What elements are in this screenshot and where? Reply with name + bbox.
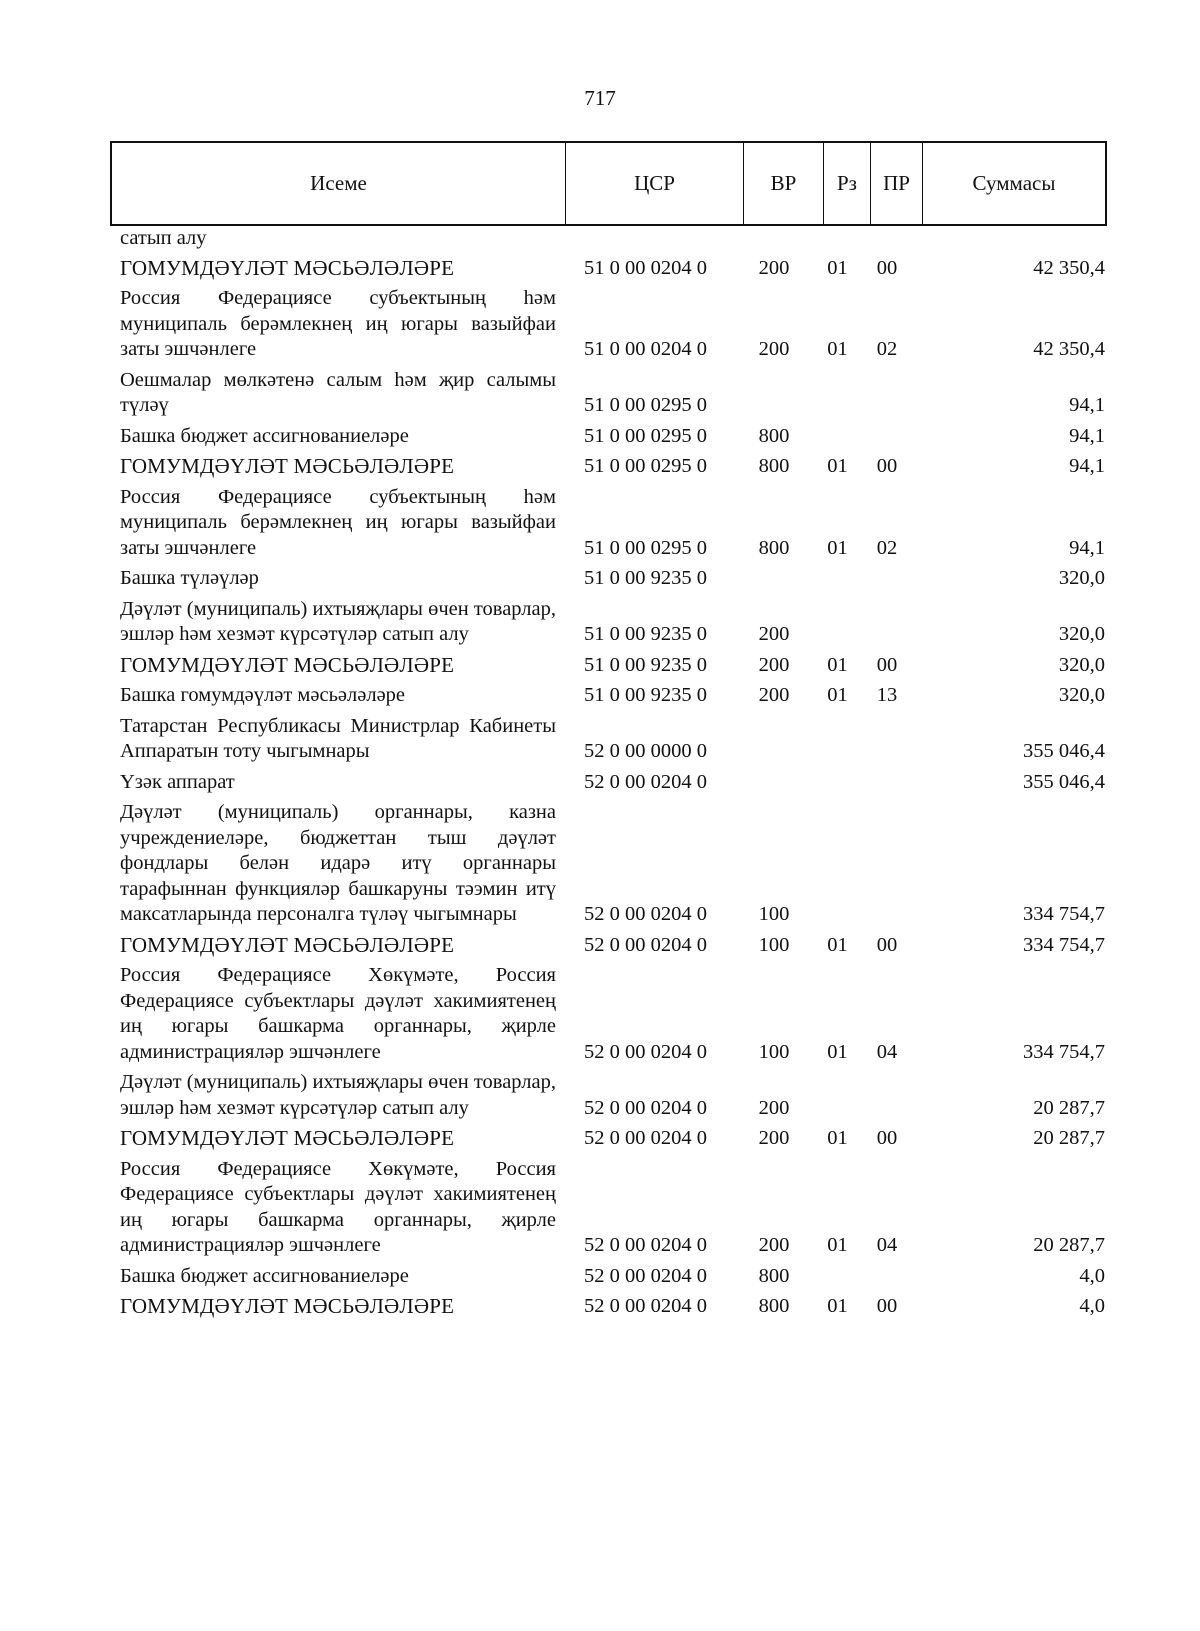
row-pr: 02 xyxy=(876,536,898,559)
row-csr: 52 0 00 0204 0 xyxy=(584,933,707,956)
row-sum: 4,0 xyxy=(1079,1295,1105,1317)
row-csr: 52 0 00 0204 0 xyxy=(584,1040,707,1063)
row-name: Үзәк аппарат xyxy=(120,770,235,793)
row-sum: 20 287,7 xyxy=(1033,1234,1105,1256)
row-pr: 00 xyxy=(876,256,898,279)
row-name: Башка гомумдәүләт мәсьәләләре xyxy=(120,684,406,706)
row-name: Россия Федерациясе субъектының һәм муниципаль берәмлекнең иң югары вазыйфаи заты эшчәнлеге xyxy=(120,485,556,559)
row-name: ГОМУМДӘҮЛӘТ МӘСЬӘЛӘЛӘРЕ xyxy=(120,652,455,677)
row-sum: 4,0 xyxy=(1079,1264,1105,1287)
row-csr: 52 0 00 0204 0 xyxy=(584,1264,707,1287)
row-name: Россия Федерациясе Хөкүмәте, Россия Федерациясе субъектлары дәүләт хакимиятенең иң югары башкарма органнары, җирле администрацияләр эшчәнлеге xyxy=(120,1157,556,1256)
row-vr: 200 xyxy=(758,1096,790,1119)
row-sum: 94,1 xyxy=(1069,536,1105,559)
table-row xyxy=(120,226,1105,252)
row-vr: 200 xyxy=(758,256,790,279)
table-row xyxy=(120,770,1105,796)
row-rz: 01 xyxy=(827,455,848,477)
table-row xyxy=(120,286,1105,363)
table-row xyxy=(120,1070,1105,1121)
row-sum: 334 754,7 xyxy=(1023,903,1105,925)
row-sum: 20 287,7 xyxy=(1033,1096,1105,1119)
row-pr: 00 xyxy=(876,653,898,676)
row-csr: 51 0 00 9235 0 xyxy=(584,653,707,676)
row-pr: 00 xyxy=(876,933,898,956)
row-vr: 200 xyxy=(758,684,790,706)
header-rz: Рз xyxy=(824,143,871,224)
row-csr: 52 0 00 0204 0 xyxy=(584,1096,707,1119)
row-name: Дәүләт (муниципаль) органнары, казна учреждениеләре, бюджеттан тыш дәүләт фондлары белән идарә итү органнары тарафыннан функцияләр башкаруны тәэмин итү максатларында персоналга түләү чыгымнары xyxy=(120,801,556,925)
row-pr: 13 xyxy=(876,684,898,706)
row-csr: 52 0 00 0204 0 xyxy=(584,1127,707,1149)
row-rz: 01 xyxy=(827,536,848,559)
table-row xyxy=(120,256,1105,282)
row-rz: 01 xyxy=(827,933,848,956)
row-csr: 51 0 00 0295 0 xyxy=(584,424,707,447)
row-sum: 320,0 xyxy=(1058,684,1105,706)
row-sum: 320,0 xyxy=(1058,653,1105,676)
header-name: Исеме xyxy=(112,143,566,224)
row-name: сатып алу xyxy=(120,227,207,249)
row-sum: 94,1 xyxy=(1069,394,1105,416)
header-pr: ПР xyxy=(871,143,923,224)
row-name: Башка бюджет ассигнованиеләре xyxy=(120,1264,409,1287)
table-row xyxy=(120,1294,1105,1320)
row-sum: 355 046,4 xyxy=(1023,740,1105,762)
row-sum: 42 350,4 xyxy=(1033,338,1105,360)
row-vr: 100 xyxy=(758,903,790,925)
table-row xyxy=(120,566,1105,592)
row-name: Башка түләүләр xyxy=(120,567,259,589)
row-vr: 200 xyxy=(758,623,790,645)
row-sum: 94,1 xyxy=(1069,455,1105,477)
table-row xyxy=(120,683,1105,709)
table-row xyxy=(120,424,1105,450)
row-sum: 355 046,4 xyxy=(1023,770,1105,793)
row-csr: 51 0 00 9235 0 xyxy=(584,684,707,706)
row-rz: 01 xyxy=(827,1234,848,1256)
row-name: Татарстан Республикасы Министрлар Кабинеты Аппаратын тоту чыгымнары xyxy=(120,714,556,762)
row-csr: 52 0 00 0000 0 xyxy=(584,740,707,762)
table-row xyxy=(120,368,1105,419)
row-name: Дәүләт (муниципаль) ихтыяҗлары өчен товарлар, эшләр һәм хезмәт күрсәтүләр сатып алу xyxy=(120,597,556,645)
table-body xyxy=(120,226,1105,1325)
row-rz: 01 xyxy=(827,1295,848,1317)
row-pr: 04 xyxy=(876,1234,898,1256)
row-rz: 01 xyxy=(827,1127,848,1149)
row-vr: 100 xyxy=(758,1040,790,1063)
table-row xyxy=(120,714,1105,765)
row-csr: 51 0 00 0204 0 xyxy=(584,338,707,360)
row-csr: 51 0 00 0295 0 xyxy=(584,536,707,559)
row-name: Оешмалар мөлкәтенә салым һәм җир салымы түләү xyxy=(120,368,556,416)
row-vr: 100 xyxy=(758,933,790,956)
row-name: ГОМУМДӘҮЛӘТ МӘСЬӘЛӘЛӘРЕ xyxy=(120,454,455,478)
row-rz: 01 xyxy=(827,256,848,279)
row-vr: 800 xyxy=(758,1295,790,1317)
table-row xyxy=(120,597,1105,648)
row-name: Башка бюджет ассигнованиеләре xyxy=(120,424,409,447)
table-row xyxy=(120,1157,1105,1259)
header-sum: Суммасы xyxy=(972,171,1056,195)
row-csr: 51 0 00 0295 0 xyxy=(584,394,707,416)
row-sum: 320,0 xyxy=(1058,623,1105,645)
row-sum: 334 754,7 xyxy=(1023,1040,1105,1063)
row-pr: 00 xyxy=(876,455,898,477)
row-pr: 00 xyxy=(876,1295,898,1317)
row-csr: 52 0 00 0204 0 xyxy=(584,1234,707,1256)
row-pr: 00 xyxy=(876,1127,898,1149)
table-row xyxy=(120,933,1105,959)
page-number: 717 xyxy=(584,86,616,110)
row-name: Россия Федерациясе Хөкүмәте, Россия Федерациясе субъектлары дәүләт хакимиятенең иң югары башкарма органнары, җирле администрацияләр эшчәнлеге xyxy=(120,964,556,1063)
row-vr: 200 xyxy=(758,1234,790,1256)
row-name: ГОМУМДӘҮЛӘТ МӘСЬӘЛӘЛӘРЕ xyxy=(120,1126,455,1150)
row-rz: 01 xyxy=(827,1040,848,1063)
row-sum: 42 350,4 xyxy=(1033,256,1105,279)
row-name: ГОМУМДӘҮЛӘТ МӘСЬӘЛӘЛӘРЕ xyxy=(120,932,455,957)
row-sum: 320,0 xyxy=(1058,567,1105,589)
row-csr: 51 0 00 0295 0 xyxy=(584,455,707,477)
row-vr: 800 xyxy=(758,455,790,477)
table-row xyxy=(120,800,1105,928)
row-vr: 200 xyxy=(758,338,790,360)
header-csr: ЦСР xyxy=(566,143,744,224)
row-csr: 51 0 00 9235 0 xyxy=(584,623,707,645)
table-row xyxy=(120,1126,1105,1152)
row-sum: 20 287,7 xyxy=(1033,1127,1105,1149)
row-name: Дәүләт (муниципаль) ихтыяҗлары өчен товарлар, эшләр һәм хезмәт күрсәтүләр сатып алу xyxy=(120,1071,556,1119)
row-rz: 01 xyxy=(827,684,848,706)
row-vr: 800 xyxy=(758,536,790,559)
row-csr: 52 0 00 0204 0 xyxy=(584,1295,707,1317)
table-header xyxy=(110,141,1107,226)
row-csr: 51 0 00 9235 0 xyxy=(584,567,707,589)
row-csr: 52 0 00 0204 0 xyxy=(584,903,707,925)
row-name: ГОМУМДӘҮЛӘТ МӘСЬӘЛӘЛӘРЕ xyxy=(120,1294,455,1318)
row-csr: 51 0 00 0204 0 xyxy=(584,256,707,279)
row-vr: 800 xyxy=(758,424,790,447)
row-vr: 800 xyxy=(758,1264,790,1287)
row-rz: 01 xyxy=(827,338,848,360)
row-name: Россия Федерациясе субъектының һәм муниципаль берәмлекнең иң югары вазыйфаи заты эшчәнлеге xyxy=(120,287,556,360)
row-pr: 04 xyxy=(876,1040,898,1063)
table-row xyxy=(120,485,1105,562)
row-pr: 02 xyxy=(876,338,898,360)
row-rz: 01 xyxy=(827,653,848,676)
table-row xyxy=(120,653,1105,679)
row-vr: 200 xyxy=(758,1127,790,1149)
row-csr: 52 0 00 0204 0 xyxy=(584,770,707,793)
row-name: ГОМУМДӘҮЛӘТ МӘСЬӘЛӘЛӘРЕ xyxy=(120,255,455,280)
header-vr: ВР xyxy=(744,143,824,224)
table-row xyxy=(120,1264,1105,1290)
row-sum: 94,1 xyxy=(1069,424,1105,447)
table-row xyxy=(120,963,1105,1065)
row-vr: 200 xyxy=(758,653,790,676)
table-row xyxy=(120,454,1105,480)
row-sum: 334 754,7 xyxy=(1023,933,1105,956)
